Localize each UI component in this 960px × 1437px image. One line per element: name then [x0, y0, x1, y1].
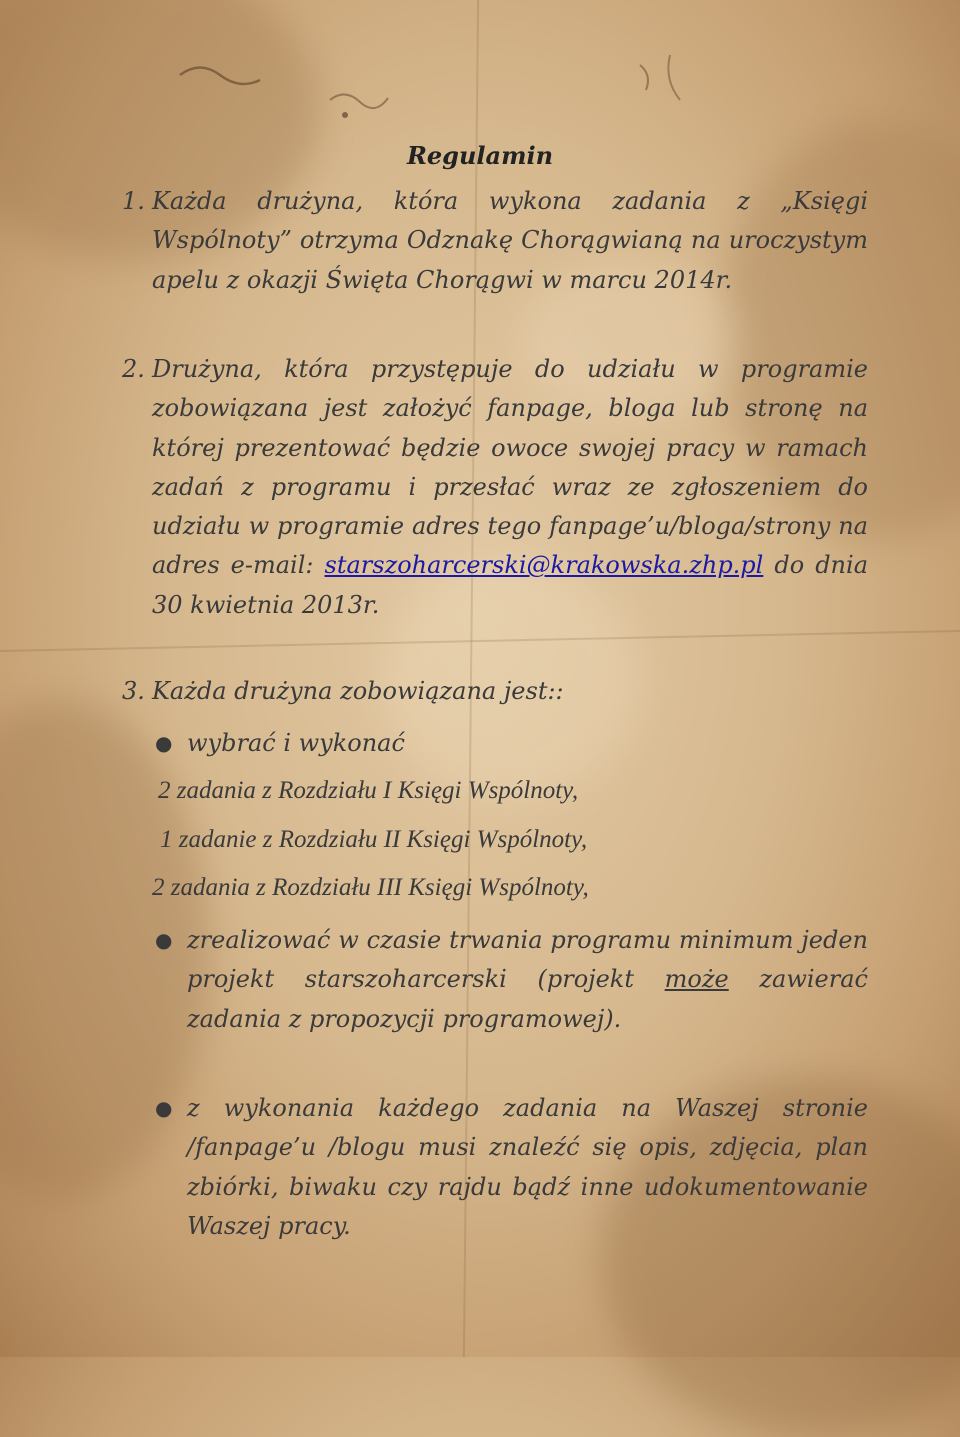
- deadline-text: do dnia 30 kwietnia 2013r.: [152, 551, 868, 619]
- bullet-icon: ●: [155, 928, 173, 952]
- bullet-text: z wykonania każdego zadania na Waszej stronie /fanpage’u /blogu musi znaleźć się opis, zdjęcia, plan zbiórki, biwaku czy rajdu bądź inne udokumentowanie Waszej pracy.: [187, 1094, 868, 1240]
- bullet-item: [155, 724, 868, 763]
- rule-number: 3.: [122, 677, 145, 705]
- rule-item-2: [122, 350, 868, 625]
- rule-text: Każda drużyna, która wykona zadania z „Księgi Wspólnoty” otrzyma Odznakę Chorągwianą na uroczystym apelu z okazji Święta Chorągwi w marcu 2014r.: [152, 187, 868, 294]
- page-title: Regulamin: [406, 141, 554, 170]
- task-line: 2 zadania z Rozdziału III Księgi Wspólnoty,: [152, 874, 589, 901]
- task-line: 1 zadanie z Rozdziału II Księgi Wspólnoty,: [160, 826, 588, 853]
- rule-item-3: [122, 672, 868, 711]
- bullet-item: [155, 1089, 868, 1246]
- rule-number: 1.: [122, 187, 145, 215]
- email-link[interactable]: starszoharcerski@krakowska.zhp.pl: [324, 551, 764, 580]
- rule-item-1: [122, 182, 868, 300]
- bullet-text: wybrać i wykonać: [187, 729, 405, 757]
- rule-number: 2.: [122, 355, 145, 383]
- underlined-word: może: [664, 965, 729, 994]
- rule-text: Każda drużyna zobowiązana jest::: [152, 677, 564, 705]
- bullet-icon: ●: [155, 731, 173, 755]
- rule-text: [152, 350, 868, 625]
- bullet-icon: ●: [155, 1096, 173, 1120]
- rule-text-part: Drużyna, która przystępuje do udziału w programie zobowiązana jest założyć fanpage, bloga lub stronę na której prezentować będzie owoce swojej pracy w ramach zadań z programu i przesłać wraz ze zgłoszeniem do udziału w programie adres tego fanpage’u/bloga/strony na adres e-mail:: [152, 355, 868, 580]
- bullet-text: [187, 921, 868, 1039]
- bullet-text-part: zawierać zadania z propozycji programowej).: [187, 965, 868, 1033]
- bullet-item: [155, 921, 868, 1039]
- task-line: 2 zadania z Rozdziału I Księgi Wspólnoty,: [158, 777, 579, 804]
- bullet-text-part: zrealizować w czasie trwania programu minimum jeden projekt starszoharcerski (projekt: [187, 926, 868, 994]
